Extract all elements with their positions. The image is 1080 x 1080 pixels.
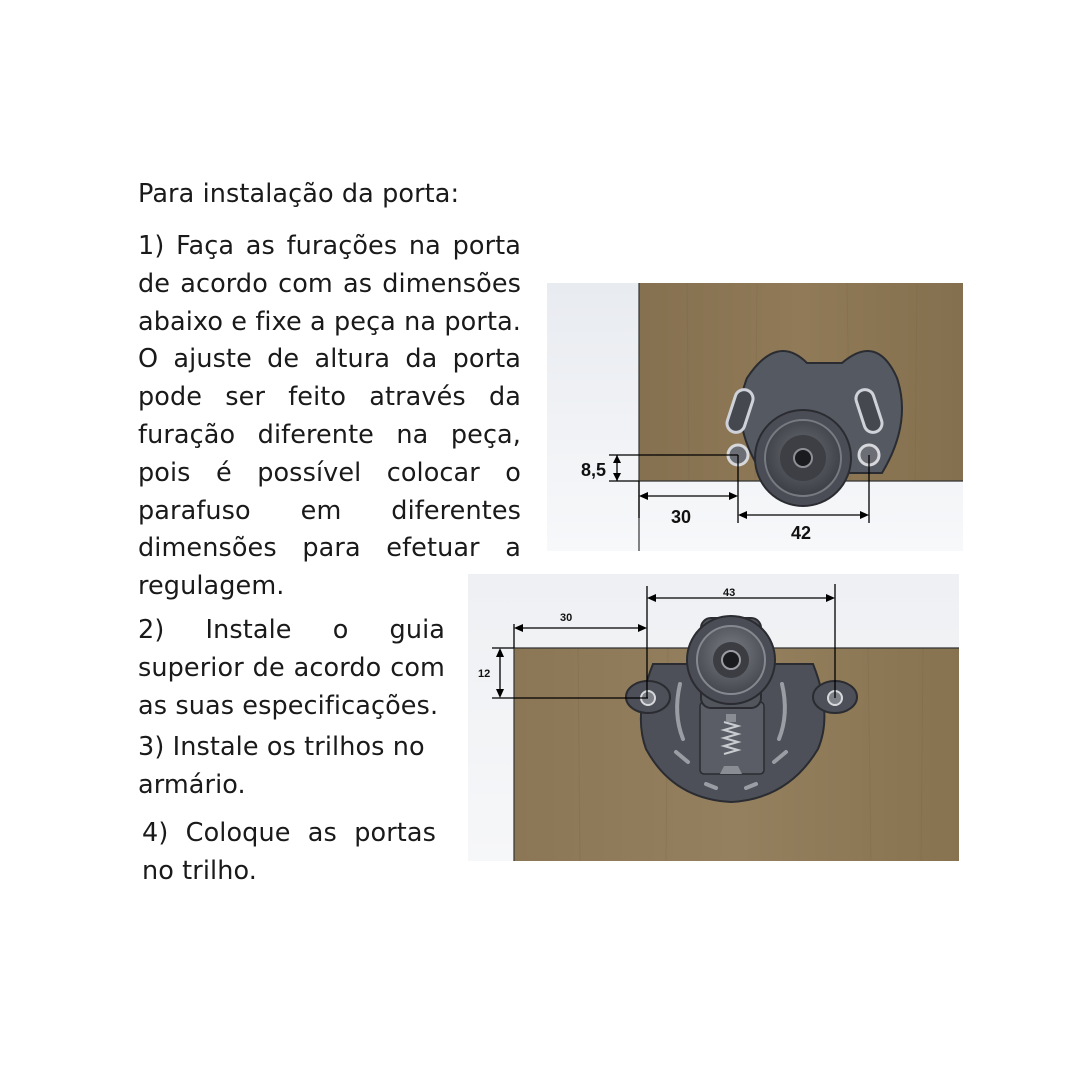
dim-edge-label: 30	[671, 507, 692, 527]
dim-height-label-b: 12	[478, 668, 491, 680]
dim-height-label: 8,5	[581, 460, 607, 480]
dim-spacing-label-b: 43	[723, 587, 736, 599]
axle-icon-b	[722, 651, 740, 669]
instructions-heading: Para instalação da porta:	[138, 179, 460, 209]
step-3-text: 3) Instale os trilhos no armário.	[138, 732, 425, 800]
axle-icon	[794, 449, 812, 467]
dim-spacing-label: 42	[791, 523, 812, 543]
figure-bottom-svg	[468, 574, 959, 861]
step-4-text: 4) Coloque as portas no trilho.	[142, 818, 436, 886]
dim-edge-label-b: 30	[560, 612, 573, 624]
figure-top-svg	[547, 283, 963, 551]
figure-bottom-guide	[468, 574, 959, 861]
figure-top-drilling	[547, 283, 963, 551]
step-2-text: 2) Instale o guia superior de acordo com as suas especificações.	[138, 615, 445, 721]
step-1-text: 1) Faça as furações na porta de acordo com as dimensões abaixo e fixe a peça na porta. O ajuste de altura da porta pode ser feito através da furação diferente na peça, pois é possível colocar o parafuso em diferentes dimensões para efetuar a regulagem.	[138, 231, 521, 602]
